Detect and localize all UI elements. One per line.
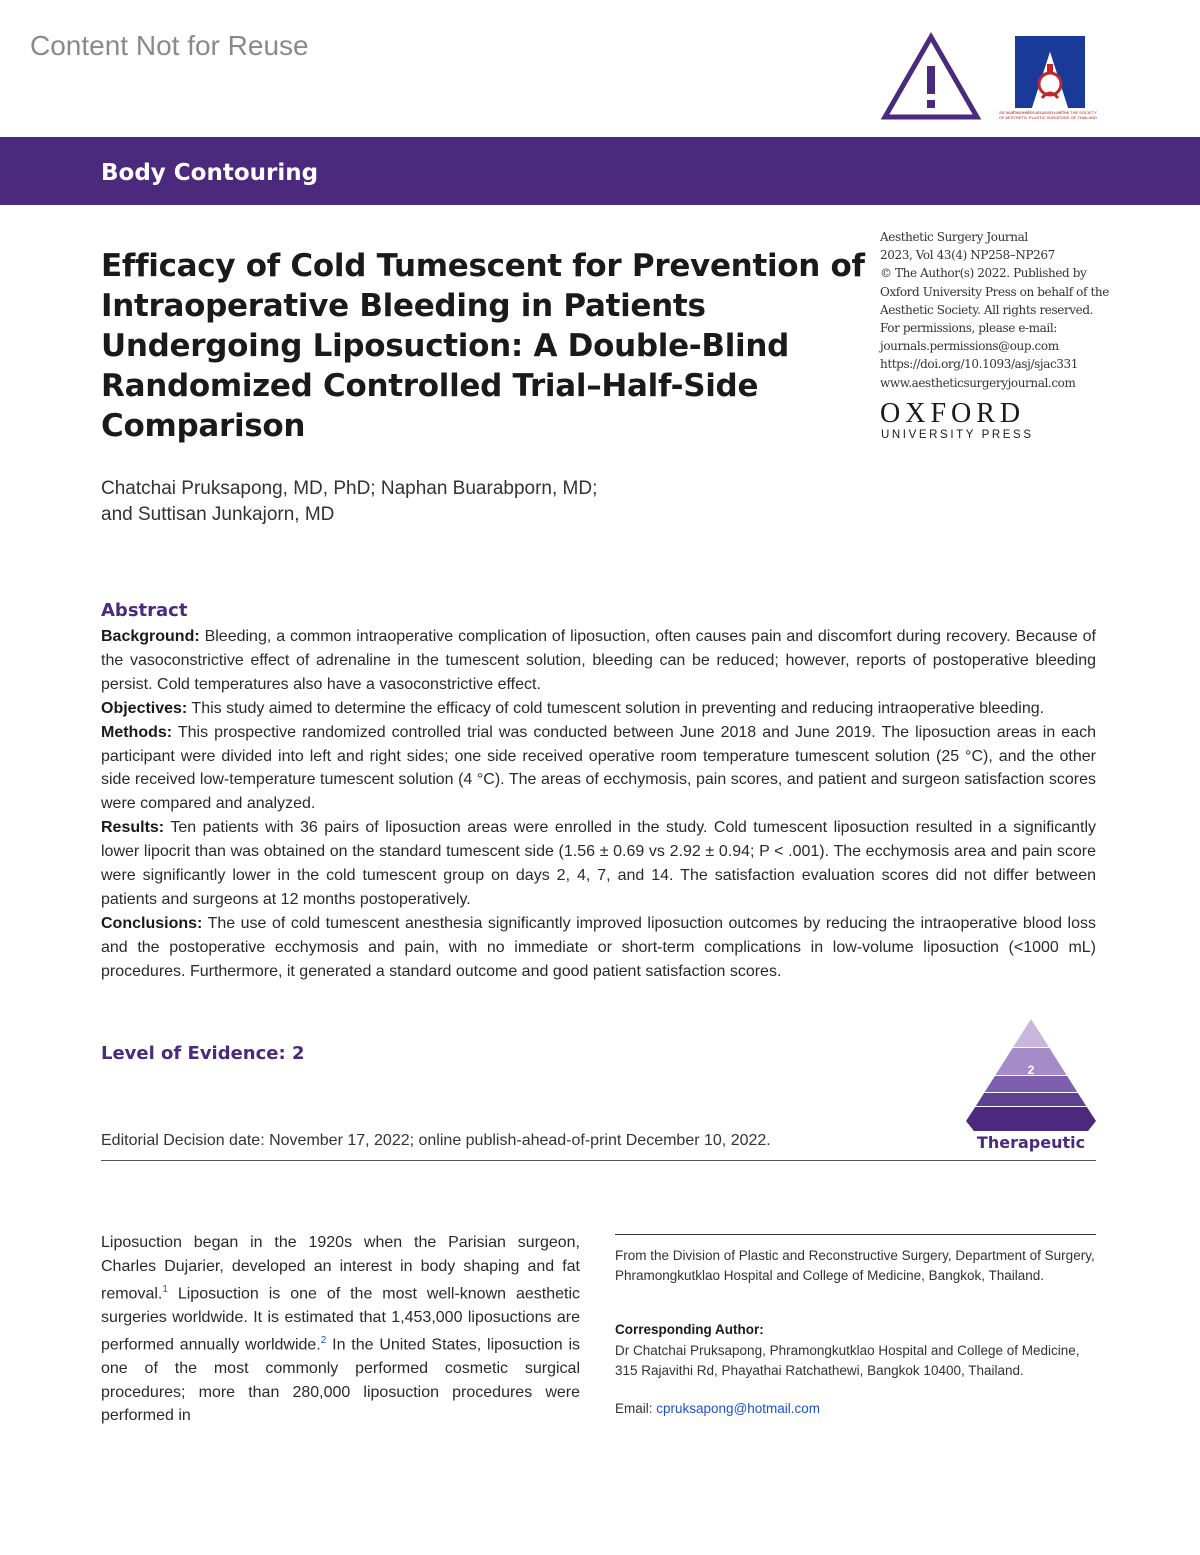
watermark-text: Content Not for Reuse <box>30 30 309 61</box>
abstract-label: Methods: <box>101 723 173 741</box>
corresponding-address: Dr Chatchai Pruksapong, Phramongkutklao Hospital and College of Medicine, 315 Rajavithi Rd, Phayathai Ratchathewi, Bangkok 10400, Thailand. <box>615 1343 1080 1378</box>
abstract-methods <box>101 721 1096 817</box>
divider <box>615 1234 1096 1235</box>
journal-permissions: For permissions, please e-mail: <box>880 321 1057 336</box>
evidence-category: Therapeutic <box>976 1133 1086 1152</box>
abstract-text: Ten patients with 36 pairs of liposuction areas were enrolled in the study. Cold tumescent liposuction resulted in a significantly lower lipocrit than was obtained on the standard tumescent side (1.56 ± 0.69 vs 2.92 ± 0.94; P < .001). The ecchymosis area and pain score were significantly lower in the cold tumescent group on days 2, 4, 7, and 14. The satisfaction evaluation scores did not differ between patients and surgeons at 12 months postoperatively. <box>101 819 1097 908</box>
abstract-text: The use of cold tumescent anesthesia significantly improved liposuction outcomes by reducing the intraoperative blood loss and the postoperative ecchymosis and pain, with no immediate or short-term complications in low-volume liposuction (<1000 mL) procedures. Furthermore, it generated a standard outcome and good patient satisfaction scores. <box>101 914 1097 980</box>
abstract-label: Conclusions: <box>101 914 203 932</box>
affiliation: From the Division of Plastic and Reconstructive Surgery, Department of Surgery, Phramongkutklao Hospital and College of Medicine, Bangkok, Thailand. <box>615 1248 1095 1283</box>
reference-link[interactable]: 1 <box>162 1284 168 1295</box>
abstract-text: This prospective randomized controlled trial was conducted between June 2018 and June 2019. The liposuction areas in each participant were divided into left and right sides; one side received operative room temperature tumescent solution (25 °C), and the other side received low-temperature tumescent solution (4 °C). The areas of ecchymosis, pain scores, and patient and surgeon satisfaction scores were compared and analyzed. <box>101 723 1097 813</box>
abstract-results <box>101 816 1096 912</box>
journal-volume: 2023, Vol 43(4) NP258–NP267 <box>880 248 1055 263</box>
body-text-run: Liposuction began in the 1920s when the Parisian surgeon, Charles Dujarier, developed an interest in body shaping and fat removal. <box>101 1234 580 1303</box>
article-title: Efficacy of Cold Tumescent for Prevention of Intraoperative Bleeding in Patients Undergoing Liposuction: A Double-Blind Randomized Controlled Trial–Half-Side Comparison <box>101 248 865 444</box>
journal-name: Aesthetic Surgery Journal <box>880 230 1028 244</box>
body-text-run: Liposuction is one of the most well-known aesthetic surgeries worldwide. It is estimated that 1,453,000 liposuctions are performed annually worldwide. <box>101 1285 580 1354</box>
journal-info <box>880 228 1110 392</box>
divider <box>101 1160 1096 1161</box>
editorial-dates: Editorial Decision date: November 17, 2022; online publish-ahead-of-print December 10, 2022. <box>101 1132 771 1149</box>
publisher-name: OXFORD <box>880 398 1026 429</box>
level-of-evidence: Level of Evidence: 2 <box>101 1043 305 1064</box>
author-list <box>101 476 801 528</box>
corresponding-heading: Corresponding Author: <box>615 1322 764 1337</box>
authors-line: and Suttisan Junkajorn, MD <box>101 504 335 525</box>
authors-line: Chatchai Pruksapong, MD, PhD; Naphan Buarabporn, MD; <box>101 478 598 499</box>
abstract-background <box>101 625 1096 697</box>
body-text-run: In the United States, liposuction is one of the most commonly performed cosmetic surgical procedures; more than 280,000 liposuction procedures were performed in <box>101 1336 581 1425</box>
abstract-label: Background: <box>101 628 200 645</box>
evidence-level-number: 2 <box>1027 1063 1035 1077</box>
journal-copyright: Oxford University Press on behalf of the <box>880 284 1109 299</box>
warning-icon <box>880 32 982 122</box>
abstract-conclusions <box>101 912 1096 984</box>
abstract-body <box>101 625 1096 984</box>
abstract-text: This study aimed to determine the efficacy of cold tumescent solution in preventing and reducing intraoperative bleeding. <box>191 699 1045 717</box>
abstract-label: Objectives: <box>101 699 188 717</box>
reference-link[interactable]: 2 <box>320 1335 327 1347</box>
logo-caption: สมาคมศัลยแพทย์ตกแต่งแห่งประเทศไทย THE SOCIETY OF AESTHETIC PLASTIC SURGEONS OF THAILAND <box>998 110 1098 120</box>
abstract-objectives <box>101 697 1096 721</box>
email-link[interactable]: cpruksapong@hotmail.com <box>656 1401 821 1416</box>
journal-copyright: © The Author(s) 2022. Published by <box>880 266 1087 281</box>
journal-website-link[interactable]: www.aestheticsurgeryjournal.com <box>880 375 1076 390</box>
abstract-label: Results: <box>101 819 165 837</box>
journal-permissions-email[interactable]: journals.permissions@oup.com <box>880 339 1059 354</box>
journal-copyright: Aesthetic Society. All rights reserved. <box>880 302 1094 317</box>
abstract-text: Bleeding, a common intraoperative complication of liposuction, often causes pain and discomfort during recovery. Because of the vasoconstrictive effect of adrenaline in the tumescent solution, bleeding can be reduced; however, reports of postoperative bleeding persist. Cold temperatures also have a vasoconstrictive effect. <box>101 628 1096 693</box>
email-label: Email: <box>615 1401 657 1416</box>
section-label: Body Contouring <box>101 160 319 186</box>
email-line <box>615 1401 820 1416</box>
journal-doi-link[interactable]: https://doi.org/10.1093/asj/sjac331 <box>880 357 1078 372</box>
abstract-heading: Abstract <box>101 600 188 621</box>
body-paragraph <box>101 1231 580 1428</box>
publisher-sub: UNIVERSITY PRESS <box>881 429 1034 441</box>
